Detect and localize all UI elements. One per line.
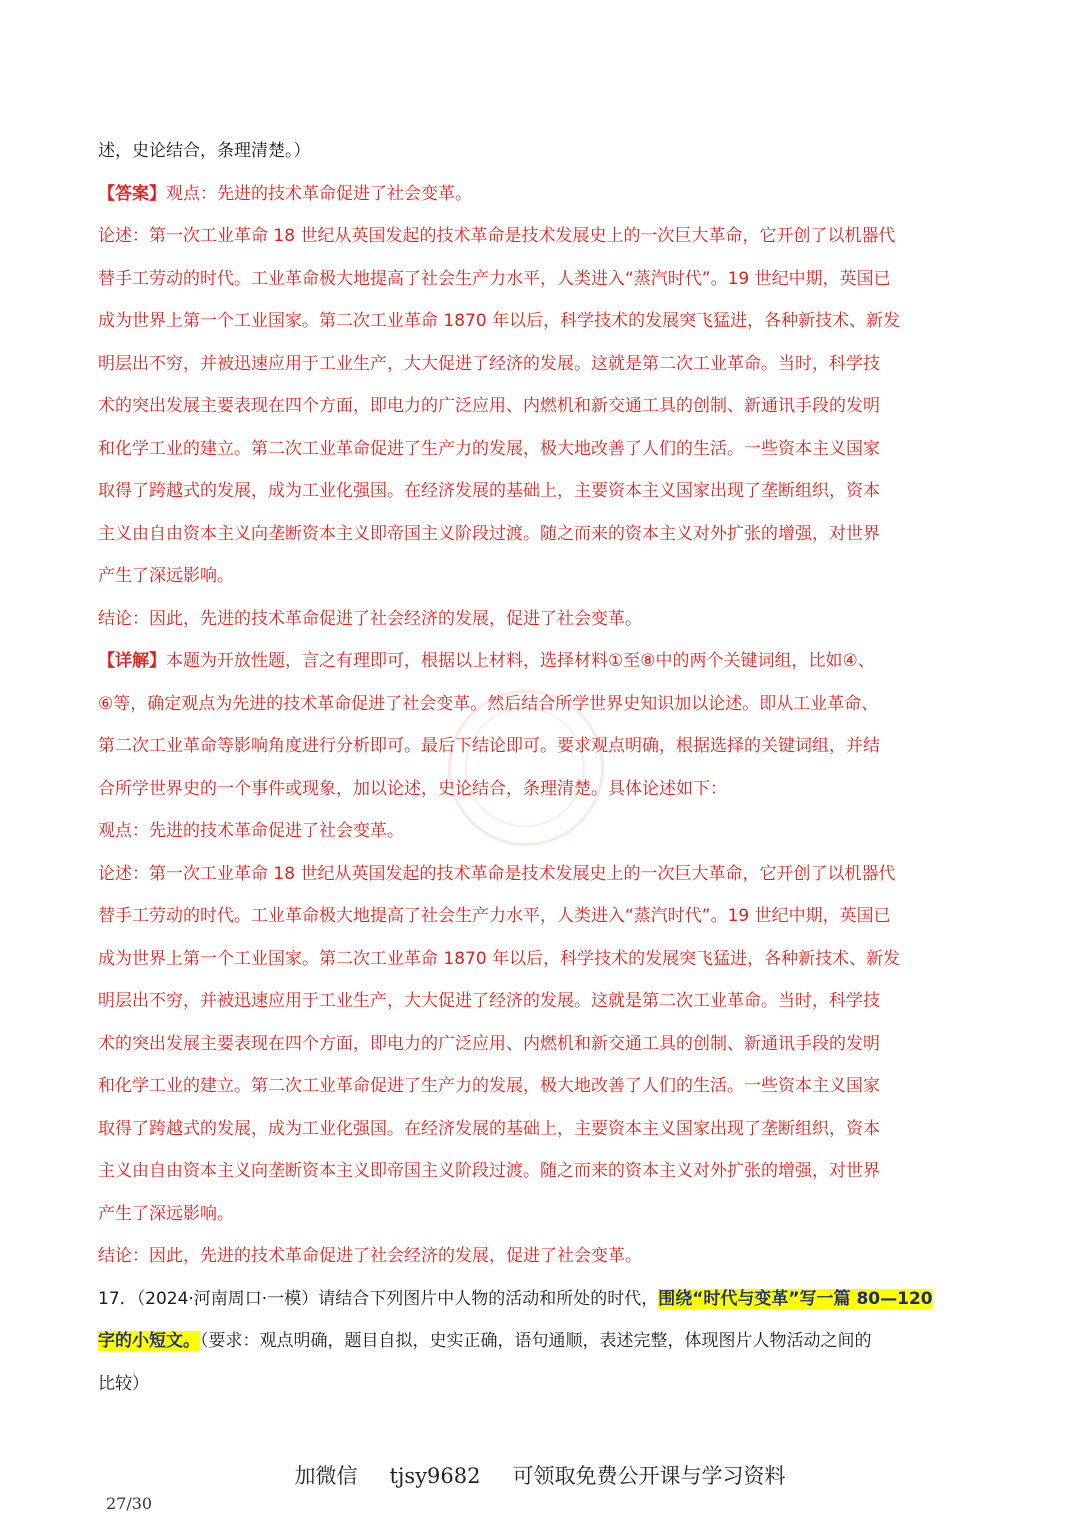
footer-promo: [0, 1460, 1080, 1490]
answer-line: 术的突出发展主要表现在四个方面，即电力的广泛应用、内燃机和新交通工具的创制、新通讯手段的发明: [98, 396, 880, 416]
answer-line: 主义由自由资本主义向垄断资本主义即帝国主义阶段过渡。随之而来的资本主义对外扩张的增强，对世界: [98, 523, 880, 544]
explanation-line: 明层出不穷，并被迅速应用于工业生产，大大促进了经济的发展。这就是第二次工业革命。当时，科学技: [98, 991, 880, 1011]
question-17-text: 17．（2024·河南周口·一模）请结合下列图片中人物的活动和所处的时代，: [98, 1288, 659, 1309]
answer-tag: 【答案】: [98, 183, 166, 204]
question-17-line-2: [98, 1320, 984, 1363]
explanation-line: 论述：第一次工业革命 18 世纪从英国发起的技术革命是技术发展史上的一次巨大革命，它开创了以机器代: [98, 863, 896, 884]
explanation-line: 第二次工业革命等影响角度进行分析即可。最后下结论即可。要求观点明确，根据选择的关键词组，并结: [98, 736, 880, 756]
explanation-line: [98, 640, 984, 683]
explanation-conclusion: 结论：因此，先进的技术革命促进了社会经济的发展，促进了社会变革。: [98, 1246, 642, 1266]
explanation-line: 术的突出发展主要表现在四个方面，即电力的广泛应用、内燃机和新交通工具的创制、新通讯手段的发明: [98, 1033, 880, 1054]
explanation-line: 产生了深远影响。: [98, 1203, 234, 1224]
footer-wechat-id: tjsy9682: [389, 1464, 481, 1488]
explanation-line: 替手工劳动的时代。工业革命极大地提高了社会生产力水平，人类进入“蒸汽时代”。19 世纪中期，英国已: [98, 906, 891, 926]
footer-wechat-label: 加微信: [294, 1464, 358, 1488]
explanation-line: 主义由自由资本主义向垄断资本主义即帝国主义阶段过渡。随之而来的资本主义对外扩张的增强，对世界: [98, 1161, 880, 1181]
answer-line: 成为世界上第一个工业国家。第二次工业革命 1870 年以后，科学技术的发展突飞猛进，各种新技术、新发: [98, 311, 901, 331]
explanation-line: 成为世界上第一个工业国家。第二次工业革命 1870 年以后，科学技术的发展突飞猛进，各种新技术、新发: [98, 948, 901, 969]
footer-offer: 可领取免费公开课与学习资料: [512, 1464, 786, 1488]
question-17-line-3: 比较）: [98, 1373, 149, 1394]
answer-line: 明层出不穷，并被迅速应用于工业生产，大大促进了经济的发展。这就是第二次工业革命。当时，科学技: [98, 353, 880, 374]
explanation-line: 取得了跨越式的发展，成为工业化强国。在经济发展的基础上，主要资本主义国家出现了垄断组织，资本: [98, 1118, 880, 1139]
question-17: [98, 1278, 984, 1321]
answer-line: 取得了跨越式的发展，成为工业化强国。在经济发展的基础上，主要资本主义国家出现了垄断组织，资本: [98, 481, 880, 501]
explanation-line: 和化学工业的建立。第二次工业革命促进了生产力的发展，极大地改善了人们的生活。一些资本主义国家: [98, 1076, 880, 1096]
answer-line: 产生了深远影响。: [98, 566, 234, 586]
question-17-requirements: （要求：观点明确，题目自拟，史实正确，语句通顺，表述完整，体现图片人物活动之间的: [200, 1331, 872, 1351]
answer-conclusion: 结论：因此，先进的技术革命促进了社会经济的发展，促进了社会变革。: [98, 608, 642, 629]
explanation-viewpoint: 观点：先进的技术革命促进了社会变革。: [98, 821, 404, 841]
answer-line: 替手工劳动的时代。工业革命极大地提高了社会生产力水平，人类进入“蒸汽时代”。19 世纪中期，英国已: [98, 268, 891, 289]
answer-viewpoint: [98, 173, 984, 216]
answer-viewpoint-text: 观点：先进的技术革命促进了社会变革。: [166, 183, 472, 204]
answer-line: 论述：第一次工业革命 18 世纪从英国发起的技术革命是技术发展史上的一次巨大革命，它开创了以机器代: [98, 226, 896, 246]
explanation-tag: 【详解】: [98, 651, 166, 671]
page-content: [98, 130, 984, 1405]
explanation-line: ⑥等，确定观点为先进的技术革命促进了社会变革。然后结合所学世界史知识加以论述。即从工业革命、: [98, 693, 879, 714]
question-17-highlight-2: 字的小短文。: [98, 1331, 200, 1351]
explanation-line: 合所学世界史的一个事件或现象，加以论述，史论结合，条理清楚。具体论述如下：: [98, 778, 727, 799]
answer-line: 和化学工业的建立。第二次工业革命促进了生产力的发展，极大地改善了人们的生活。一些资本主义国家: [98, 438, 880, 459]
question-continuation: 述，史论结合，条理清楚。）: [98, 141, 311, 161]
page-number: 27/30: [106, 1494, 153, 1513]
explanation-text: 本题为开放性题，言之有理即可，根据以上材料，选择材料①至⑧中的两个关键词组，比如④、: [166, 651, 875, 671]
question-17-highlight: 围绕“时代与变革”写一篇 80—120: [658, 1288, 933, 1309]
